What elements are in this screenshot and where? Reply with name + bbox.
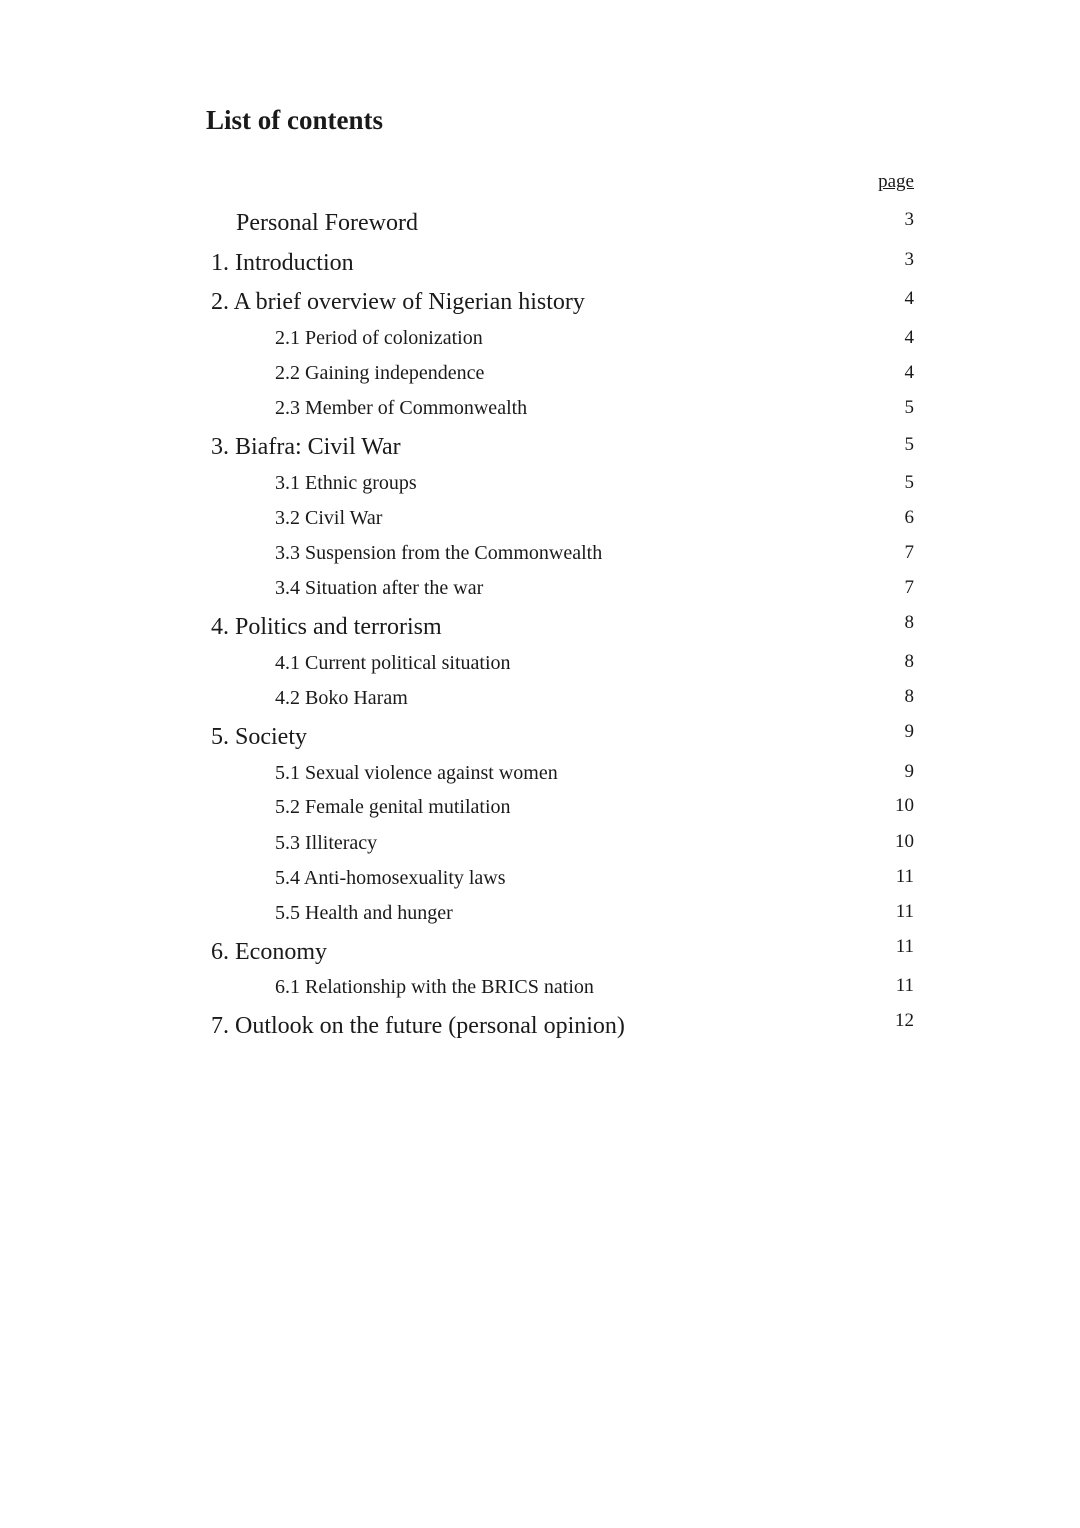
- toc-entry-page-number: 5: [904, 434, 914, 455]
- page-title: List of contents: [206, 105, 383, 135]
- toc-entry-page-number: 5: [904, 472, 914, 493]
- toc-entry-label: 5.5 Health and hunger: [275, 902, 453, 924]
- toc-entry-page-number: 7: [904, 577, 914, 598]
- toc-entry-page-number: 12: [895, 1010, 914, 1031]
- toc-entry-page-number: 8: [904, 612, 914, 633]
- toc-entry-page-number: 11: [895, 975, 914, 996]
- toc-entry-page-number: 11: [895, 936, 914, 957]
- toc-entry-page-number: 7: [904, 542, 914, 563]
- toc-entry-label: 2.2 Gaining independence: [275, 362, 485, 384]
- toc-entry-page-number: 3: [904, 249, 914, 270]
- toc-entry-label: 4.2 Boko Haram: [275, 687, 408, 709]
- toc-entry-label: 2.1 Period of colonization: [275, 327, 483, 349]
- toc-entry-page-number: 11: [895, 866, 914, 887]
- toc-entry-page-number: 11: [895, 901, 914, 922]
- toc-entry-page-number: 4: [904, 327, 914, 348]
- toc-entry-page-number: 9: [904, 761, 914, 782]
- toc-entry-page-number: 10: [895, 795, 914, 816]
- toc-entry-page-number: 4: [904, 362, 914, 383]
- toc-entry-label: 1. Introduction: [211, 250, 354, 276]
- toc-entry-label: 2. A brief overview of Nigerian history: [211, 289, 585, 315]
- toc-entry-page-number: 10: [895, 831, 914, 852]
- toc-entry-page-number: 8: [904, 651, 914, 672]
- toc-entry-page-number: 3: [904, 209, 914, 230]
- toc-entry-label: 3.4 Situation after the war: [275, 577, 484, 599]
- toc-entry-label: 2.3 Member of Commonwealth: [275, 397, 528, 419]
- toc-entry-label: 3.2 Civil War: [275, 507, 383, 529]
- toc-entry-label: 3.1 Ethnic groups: [275, 472, 417, 494]
- toc-entry-label: 4.1 Current political situation: [275, 652, 511, 674]
- toc-entry-label: 6.1 Relationship with the BRICS nation: [275, 976, 594, 998]
- toc-entry-label: 5.2 Female genital mutilation: [275, 796, 511, 818]
- toc-entry-label: 6. Economy: [211, 939, 327, 965]
- toc-entry-label: 7. Outlook on the future (personal opinion): [211, 1013, 625, 1039]
- toc-entry-page-number: 9: [904, 721, 914, 742]
- toc-entry-page-number: 5: [904, 397, 914, 418]
- toc-entry-page-number: 4: [904, 288, 914, 309]
- toc-entry-label: 5. Society: [211, 724, 307, 750]
- toc-entry-page-number: 8: [904, 686, 914, 707]
- toc-entry-label: 5.3 Illiteracy: [275, 832, 378, 854]
- toc-entry-label: 3. Biafra: Civil War: [211, 434, 401, 460]
- toc-entry-label: 3.3 Suspension from the Commonwealth: [275, 542, 603, 564]
- toc-entry-page-number: 6: [904, 507, 914, 528]
- toc-entry-label: Personal Foreword: [236, 210, 418, 236]
- page-column-header: page: [878, 171, 914, 192]
- toc-entry-label: 5.1 Sexual violence against women: [275, 762, 558, 784]
- toc-entry-label: 5.4 Anti-homosexuality laws: [275, 867, 506, 889]
- toc-entry-label: 4. Politics and terrorism: [211, 614, 442, 640]
